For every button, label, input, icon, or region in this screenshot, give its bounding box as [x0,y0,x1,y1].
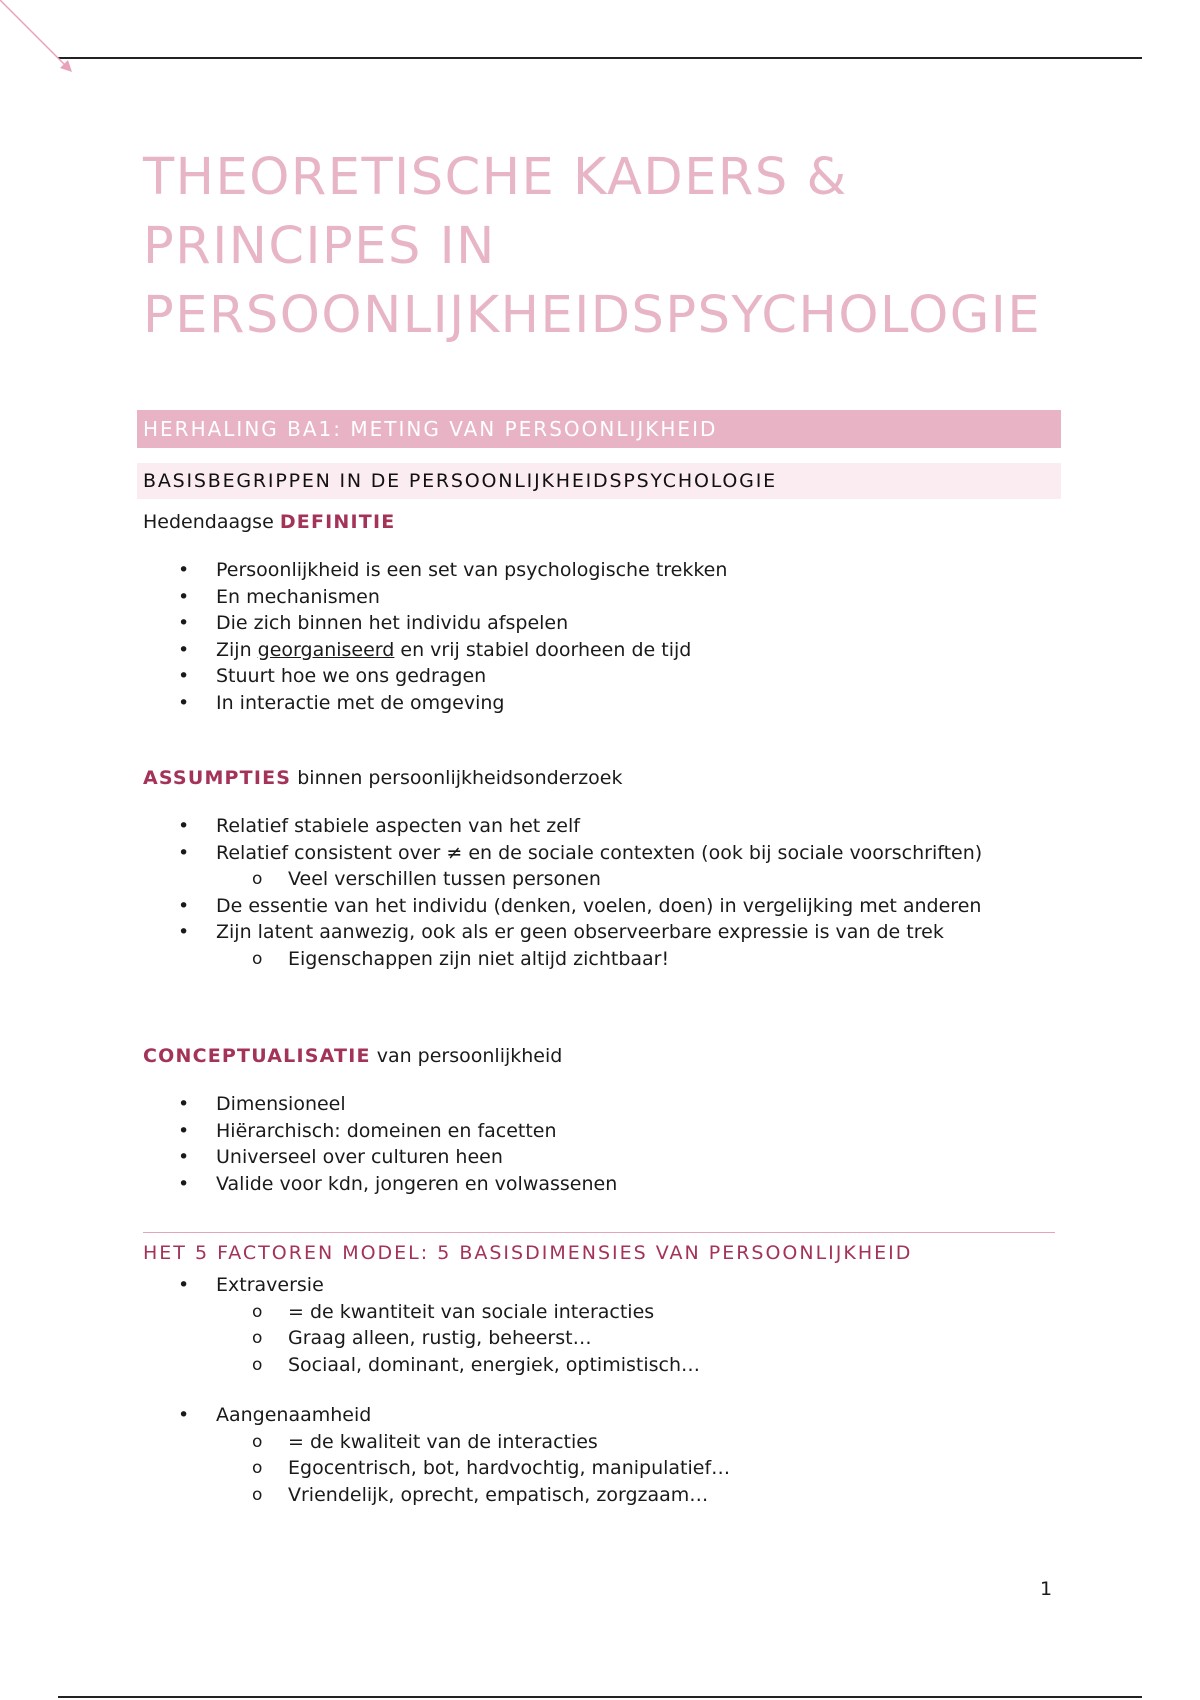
top-border-line [58,57,1142,59]
sub-list-item: o = de kwantiteit van sociale interacties [143,1299,1063,1326]
list-item: • Zijn latent aanwezig, ook als er geen observeerbare expressie is van de trek [143,919,1063,946]
assumpties-suffix: binnen persoonlijkheidsonderzoek [291,767,623,789]
conceptualisatie-keyword: CONCEPTUALISATIE [143,1045,371,1067]
list-item [143,637,1063,664]
list-item: • Universeel over culturen heen [143,1144,1063,1171]
list-item: • Extraversie [143,1272,1063,1299]
subsection-heading-basisbegrippen: BASISBEGRIPPEN IN DE PERSOONLIJKHEIDSPSYCHOLOGIE [137,463,1061,499]
conceptualisatie-suffix: van persoonlijkheid [370,1045,563,1067]
subsection-heading-5-factoren: HET 5 FACTOREN MODEL: 5 BASISDIMENSIES VAN PERSOONLIJKHEID [143,1232,1055,1266]
sub-list-item: o Egocentrisch, bot, hardvochtig, manipulatief… [143,1455,1063,1482]
sub-list-item: o Vriendelijk, oprecht, empatisch, zorgzaam… [143,1482,1063,1509]
list-item: • Die zich binnen het individu afspelen [143,610,1063,637]
sub-list-item: o Graag alleen, rustig, beheerst… [143,1325,1063,1352]
list-spacer [143,1378,1063,1402]
assumpties-keyword: ASSUMPTIES [143,767,292,789]
sub-list-item: o = de kwaliteit van de interacties [143,1429,1063,1456]
list-item: • Persoonlijkheid is een set van psychologische trekken [143,557,1063,584]
list-item: • Aangenaamheid [143,1402,1063,1429]
factoren-list [143,1272,1063,1508]
list-item: • Relatief stabiele aspecten van het zelf [143,813,1063,840]
definitie-list [143,557,1063,716]
conceptualisatie-intro [143,1043,562,1069]
definitie-keyword: DEFINITIE [279,511,396,533]
list-item: • Valide voor kdn, jongeren en volwassenen [143,1171,1063,1198]
definitie-intro [143,509,395,535]
definitie-prefix: Hedendaagse [143,511,280,533]
list-item: • Dimensioneel [143,1091,1063,1118]
sub-list-item: o Veel verschillen tussen personen [143,866,1063,893]
list-item: • De essentie van het individu (denken, voelen, doen) in vergelijking met anderen [143,893,1063,920]
page-number: 1 [1040,1578,1053,1600]
list-item-text: Zijn [216,638,258,661]
document-title: THEORETISCHE KADERS & PRINCIPES IN PERSOONLIJKHEIDSPSYCHOLOGIE [143,148,1042,345]
list-item: • Relatief consistent over ≠ en de sociale contexten (ook bij sociale voorschriften) [143,840,1063,867]
sub-list-item: o Eigenschappen zijn niet altijd zichtbaar! [143,946,1063,973]
list-item: • In interactie met de omgeving [143,690,1063,717]
list-item-text: en vrij stabiel doorheen de tijd [394,638,692,661]
bottom-border-line [58,1696,1142,1698]
list-item: • Stuurt hoe we ons gedragen [143,663,1063,690]
corner-arrow-icon [0,0,80,80]
assumpties-intro [143,765,623,791]
conceptualisatie-list [143,1091,1063,1197]
section-heading-herhaling: HERHALING BA1: METING VAN PERSOONLIJKHEID [137,410,1061,448]
underlined-word: georganiseerd [257,638,395,661]
list-item: • Hiërarchisch: domeinen en facetten [143,1118,1063,1145]
sub-list-item: o Sociaal, dominant, energiek, optimistisch… [143,1352,1063,1379]
list-item: • En mechanismen [143,584,1063,611]
assumpties-list [143,813,1063,972]
